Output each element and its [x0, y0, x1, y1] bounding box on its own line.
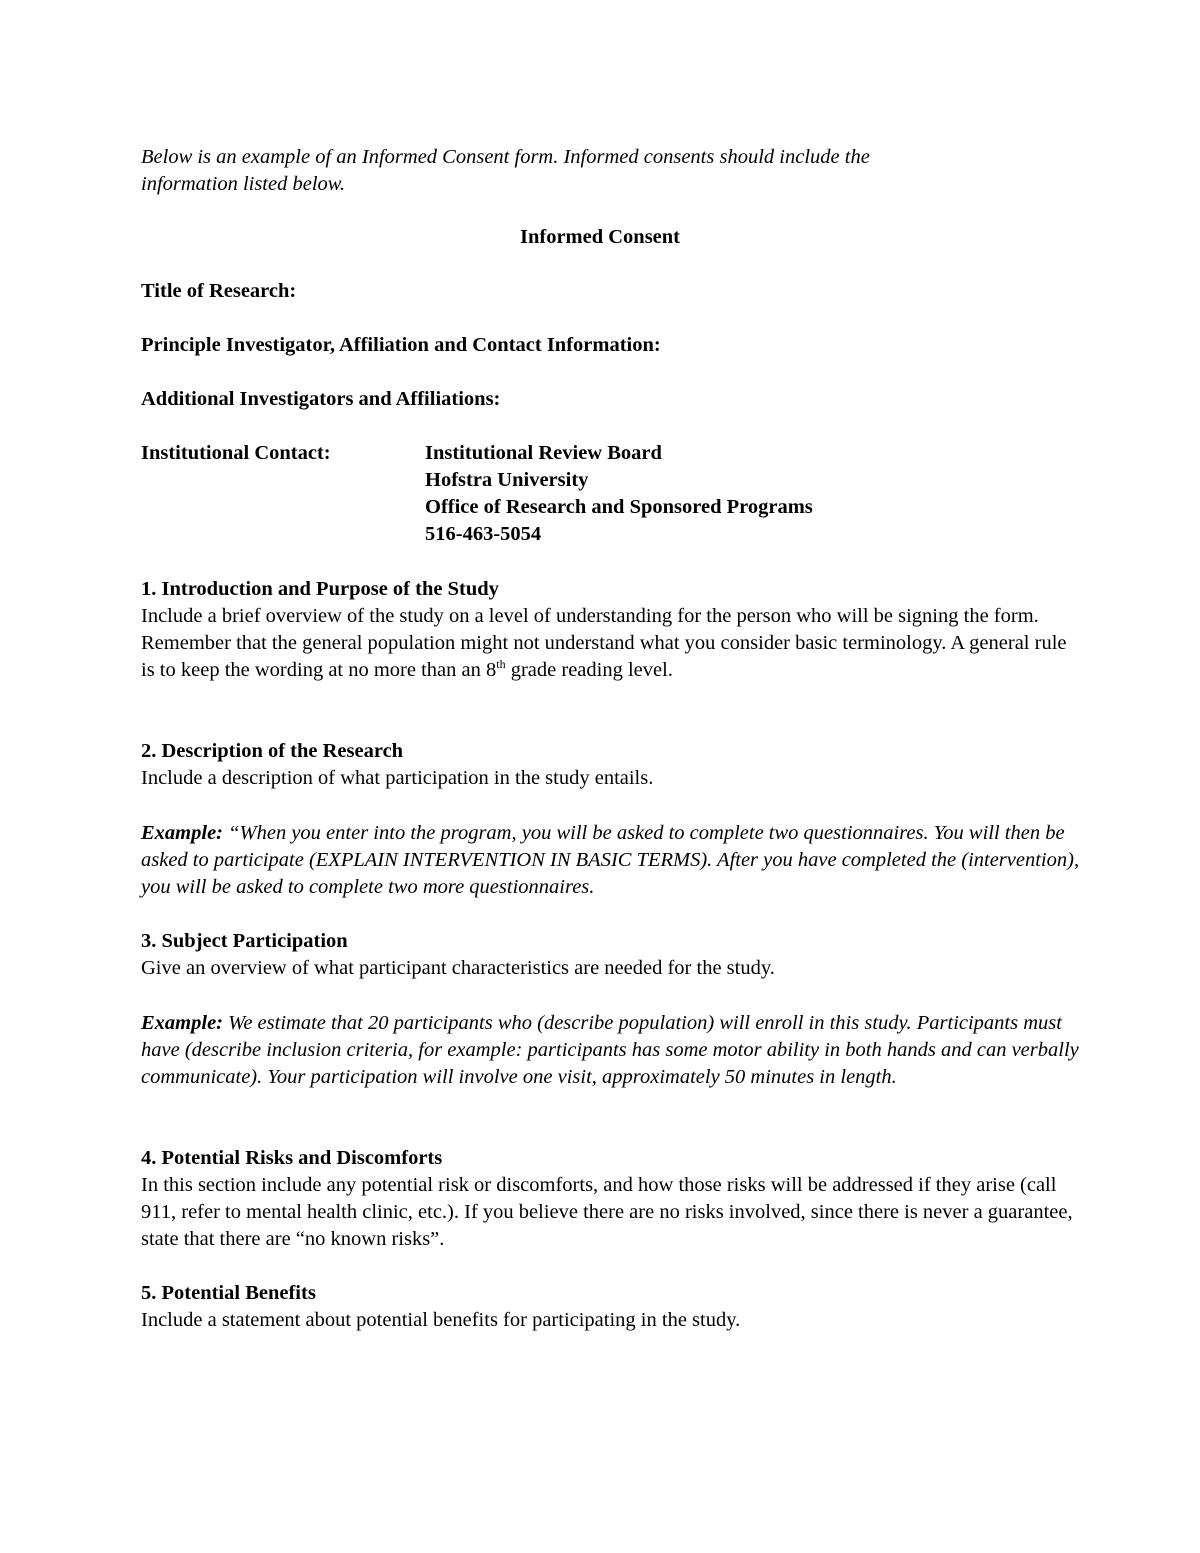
section-3-example-text: We estimate that 20 participants who (describe population) will enroll in this study. Participants must have (describe inclusion criteria, for example: participants has some motor ability in both hands and can verbally communicate). Your participation will involve one visit, approximately 50 minutes in length. [141, 1012, 1079, 1088]
institutional-contact-block [425, 440, 1125, 548]
superscript-th: th [496, 657, 506, 672]
section-2 [141, 738, 1081, 792]
contact-line-office: Office of Research and Sponsored Programs [425, 496, 813, 518]
section-1-body [141, 603, 1081, 684]
section-3-body: Give an overview of what participant characteristics are needed for the study. [141, 957, 775, 979]
section-4-heading: 4. Potential Risks and Discomforts [141, 1147, 443, 1169]
section-3-example [141, 1010, 1081, 1091]
additional-investigators-label: Additional Investigators and Affiliations: [141, 388, 501, 410]
section-2-heading: 2. Description of the Research [141, 740, 404, 762]
intro-line-2: information listed below. [141, 173, 346, 195]
title-of-research-label: Title of Research: [141, 280, 297, 302]
intro-line-1: Below is an example of an Informed Consent form. Informed consents should include the [141, 146, 870, 168]
section-4 [141, 1145, 1081, 1253]
section-2-body: Include a description of what participation in the study entails. [141, 767, 654, 789]
section-1-body-text: Include a brief overview of the study on a level of understanding for the person who will be signing the form. Remember that the general population might not understand what you consider basic terminology. A general rule is to keep the wording at no more than an 8 [141, 605, 1067, 681]
section-1-body-tail: grade reading level. [505, 659, 673, 681]
section-1-heading: 1. Introduction and Purpose of the Study [141, 578, 499, 600]
section-3 [141, 928, 1081, 982]
document-title: Informed Consent [519, 226, 681, 248]
institutional-contact-label: Institutional Contact: [141, 442, 331, 464]
intro-note [141, 144, 1081, 198]
section-2-example-label: Example: [141, 822, 223, 844]
section-5-heading: 5. Potential Benefits [141, 1282, 316, 1304]
principal-investigator-label: Principle Investigator, Affiliation and Contact Information: [141, 334, 661, 356]
contact-line-phone: 516-463-5054 [425, 523, 542, 545]
section-2-example [141, 820, 1081, 901]
section-4-body: In this section include any potential risk or discomforts, and how those risks will be addressed if they arise (call 911, refer to mental health clinic, etc.). If you believe there are no risks involved, since there is never a guarantee, state that there are “no known risks”. [141, 1174, 1073, 1250]
section-5 [141, 1280, 1081, 1334]
section-3-heading: 3. Subject Participation [141, 930, 348, 952]
section-2-example-text: “When you enter into the program, you will be asked to complete two questionnaires. You will then be asked to participate (EXPLAIN INTERVENTION IN BASIC TERMS). After you have completed the (intervention), you will be asked to complete two more questionnaires. [141, 822, 1080, 898]
section-1 [141, 576, 1081, 684]
section-3-example-label: Example: [141, 1012, 223, 1034]
contact-line-irb: Institutional Review Board [425, 442, 662, 464]
contact-line-university: Hofstra University [425, 469, 589, 491]
section-5-body: Include a statement about potential benefits for participating in the study. [141, 1309, 741, 1331]
